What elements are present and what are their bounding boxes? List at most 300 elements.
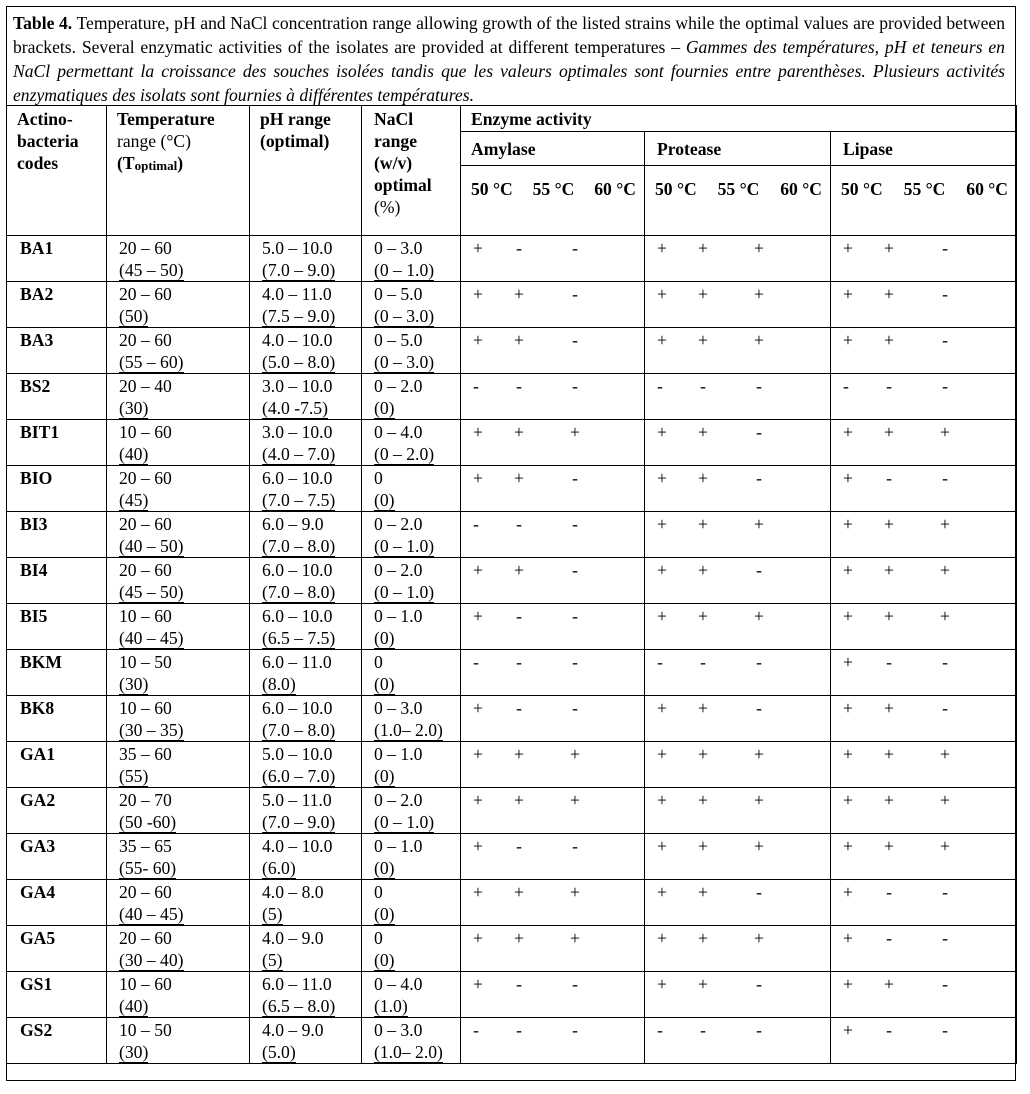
temperature-cell: 20 – 70 (50 -60) bbox=[107, 788, 250, 834]
activity-mark: + bbox=[657, 468, 667, 488]
protease-cell bbox=[645, 282, 831, 328]
table-row bbox=[7, 742, 1017, 788]
activity-mark: - bbox=[572, 284, 578, 304]
nacl-cell: 0 – 5.0 (0 – 3.0) bbox=[362, 282, 461, 328]
activity-mark: + bbox=[884, 238, 894, 258]
activity-mark: - bbox=[516, 974, 522, 994]
table-row bbox=[7, 558, 1017, 604]
activity-mark: + bbox=[657, 974, 667, 994]
table-row bbox=[7, 282, 1017, 328]
activity-mark: + bbox=[473, 330, 483, 350]
activity-mark: - bbox=[756, 974, 762, 994]
nacl-cell: 0 – 2.0 (0 – 1.0) bbox=[362, 558, 461, 604]
activity-mark: + bbox=[657, 284, 667, 304]
activity-mark: + bbox=[843, 790, 853, 810]
ph-cell: 4.0 – 10.0 (6.0) bbox=[250, 834, 362, 880]
activity-mark: + bbox=[570, 790, 580, 810]
activity-mark: + bbox=[698, 330, 708, 350]
strain-code: BKM bbox=[7, 650, 107, 696]
amylase-cell bbox=[461, 236, 645, 282]
activity-mark: + bbox=[514, 468, 524, 488]
activity-mark: + bbox=[514, 560, 524, 580]
amylase-cell bbox=[461, 1018, 645, 1064]
activity-mark: + bbox=[698, 928, 708, 948]
activity-mark: + bbox=[884, 284, 894, 304]
activity-mark: + bbox=[473, 974, 483, 994]
activity-mark: + bbox=[473, 560, 483, 580]
temperature-cell: 10 – 60 (40) bbox=[107, 972, 250, 1018]
activity-mark: + bbox=[843, 606, 853, 626]
activity-mark: + bbox=[843, 330, 853, 350]
table-row bbox=[7, 972, 1017, 1018]
activity-mark: + bbox=[657, 514, 667, 534]
activity-mark: - bbox=[756, 560, 762, 580]
activity-mark: + bbox=[754, 836, 764, 856]
activity-mark: - bbox=[572, 468, 578, 488]
temperature-cell: 35 – 60 (55) bbox=[107, 742, 250, 788]
temperature-cell: 20 – 60 (40 – 45) bbox=[107, 880, 250, 926]
activity-mark: + bbox=[698, 514, 708, 534]
activity-mark: + bbox=[698, 836, 708, 856]
activity-mark: + bbox=[473, 836, 483, 856]
activity-mark: + bbox=[843, 698, 853, 718]
nacl-cell: 0 – 3.0 (0 – 1.0) bbox=[362, 236, 461, 282]
amylase-cell bbox=[461, 420, 645, 466]
activity-mark: - bbox=[473, 514, 479, 534]
activity-mark: + bbox=[843, 422, 853, 442]
activity-mark: + bbox=[570, 882, 580, 902]
activity-mark: - bbox=[516, 652, 522, 672]
activity-mark: - bbox=[942, 376, 948, 396]
activity-mark: - bbox=[657, 1020, 663, 1040]
activity-mark: - bbox=[942, 330, 948, 350]
ph-cell: 6.0 – 11.0 (6.5 – 8.0) bbox=[250, 972, 362, 1018]
activity-mark: + bbox=[473, 790, 483, 810]
caption-label: Table 4. bbox=[13, 13, 73, 33]
strain-code: BK8 bbox=[7, 696, 107, 742]
amylase-cell bbox=[461, 466, 645, 512]
activity-mark: - bbox=[572, 238, 578, 258]
amylase-cell bbox=[461, 374, 645, 420]
activity-mark: + bbox=[473, 928, 483, 948]
activity-mark: + bbox=[754, 606, 764, 626]
activity-mark: + bbox=[698, 468, 708, 488]
activity-mark: + bbox=[884, 422, 894, 442]
lipase-cell bbox=[831, 282, 1017, 328]
nacl-cell: 0 – 4.0 (1.0) bbox=[362, 972, 461, 1018]
activity-mark: + bbox=[754, 284, 764, 304]
activity-mark: + bbox=[884, 836, 894, 856]
nacl-cell: 0 – 1.0 (0) bbox=[362, 834, 461, 880]
amylase-cell bbox=[461, 788, 645, 834]
ph-cell: 6.0 – 10.0 (7.0 – 8.0) bbox=[250, 696, 362, 742]
strain-code: BA2 bbox=[7, 282, 107, 328]
header-protease-temps: 50 °C 55 °C 60 °C bbox=[645, 166, 831, 236]
lipase-cell bbox=[831, 420, 1017, 466]
activity-mark: - bbox=[572, 560, 578, 580]
ph-cell: 5.0 – 11.0 (7.0 – 9.0) bbox=[250, 788, 362, 834]
activity-mark: + bbox=[698, 974, 708, 994]
strain-code: BI5 bbox=[7, 604, 107, 650]
activity-mark: - bbox=[572, 514, 578, 534]
table-row bbox=[7, 328, 1017, 374]
activity-mark: + bbox=[940, 422, 950, 442]
activity-mark: + bbox=[657, 744, 667, 764]
nacl-cell: 0 – 2.0 (0 – 1.0) bbox=[362, 788, 461, 834]
activity-mark: - bbox=[942, 468, 948, 488]
protease-cell bbox=[645, 696, 831, 742]
activity-mark: + bbox=[473, 744, 483, 764]
activity-mark: + bbox=[657, 882, 667, 902]
activity-mark: - bbox=[756, 376, 762, 396]
header-temperature: Temperature range (°C) (Toptimal) bbox=[107, 106, 250, 236]
activity-mark: - bbox=[516, 698, 522, 718]
activity-mark: + bbox=[698, 284, 708, 304]
activity-mark: - bbox=[700, 376, 706, 396]
activity-mark: - bbox=[756, 468, 762, 488]
activity-mark: - bbox=[942, 652, 948, 672]
activity-mark: + bbox=[940, 836, 950, 856]
activity-mark: + bbox=[884, 744, 894, 764]
activity-mark: - bbox=[657, 652, 663, 672]
table-row bbox=[7, 512, 1017, 558]
activity-mark: - bbox=[886, 882, 892, 902]
activity-mark: + bbox=[843, 468, 853, 488]
nacl-cell: 0 (0) bbox=[362, 466, 461, 512]
temperature-cell: 20 – 60 (45) bbox=[107, 466, 250, 512]
header-amylase-temps: 50 °C 55 °C 60 °C bbox=[461, 166, 645, 236]
lipase-cell bbox=[831, 650, 1017, 696]
protease-cell bbox=[645, 236, 831, 282]
lipase-cell bbox=[831, 926, 1017, 972]
activity-mark: + bbox=[884, 330, 894, 350]
protease-cell bbox=[645, 1018, 831, 1064]
activity-mark: - bbox=[942, 238, 948, 258]
activity-mark: + bbox=[514, 422, 524, 442]
nacl-cell: 0 (0) bbox=[362, 650, 461, 696]
strain-code: BI4 bbox=[7, 558, 107, 604]
strain-code: BA3 bbox=[7, 328, 107, 374]
lipase-cell bbox=[831, 834, 1017, 880]
activity-mark: - bbox=[473, 652, 479, 672]
temperature-cell: 10 – 60 (40) bbox=[107, 420, 250, 466]
activity-mark: - bbox=[516, 836, 522, 856]
ph-cell: 5.0 – 10.0 (6.0 – 7.0) bbox=[250, 742, 362, 788]
activity-mark: + bbox=[514, 790, 524, 810]
activity-mark: - bbox=[886, 1020, 892, 1040]
activity-mark: + bbox=[514, 928, 524, 948]
strain-code: GA1 bbox=[7, 742, 107, 788]
activity-mark: + bbox=[698, 882, 708, 902]
activity-mark: + bbox=[657, 330, 667, 350]
activity-mark: + bbox=[884, 560, 894, 580]
header-enzyme-activity: Enzyme activity bbox=[461, 106, 1017, 132]
activity-mark: - bbox=[756, 652, 762, 672]
activity-mark: + bbox=[473, 468, 483, 488]
activity-mark: + bbox=[884, 606, 894, 626]
activity-mark: - bbox=[700, 652, 706, 672]
activity-mark: + bbox=[884, 974, 894, 994]
activity-mark: - bbox=[756, 1020, 762, 1040]
protease-cell bbox=[645, 972, 831, 1018]
table-caption bbox=[13, 11, 1005, 107]
protease-cell bbox=[645, 834, 831, 880]
activity-mark: - bbox=[516, 238, 522, 258]
lipase-cell bbox=[831, 512, 1017, 558]
activity-mark: + bbox=[657, 238, 667, 258]
strain-code: BS2 bbox=[7, 374, 107, 420]
activity-mark: + bbox=[698, 744, 708, 764]
amylase-cell bbox=[461, 926, 645, 972]
activity-mark: + bbox=[940, 790, 950, 810]
lipase-cell bbox=[831, 374, 1017, 420]
caption-english: Temperature, pH and NaCl concentration range allowing growth of the listed strains while the optimal values are provided between brackets. Several enzymatic activities of the isolates are provided at different temperatures – bbox=[13, 13, 1006, 57]
amylase-cell bbox=[461, 328, 645, 374]
temperature-cell: 20 – 40 (30) bbox=[107, 374, 250, 420]
temperature-cell: 20 – 60 (40 – 50) bbox=[107, 512, 250, 558]
activity-mark: - bbox=[942, 698, 948, 718]
table-row bbox=[7, 880, 1017, 926]
activity-mark: + bbox=[754, 238, 764, 258]
nacl-cell: 0 (0) bbox=[362, 926, 461, 972]
data-table bbox=[6, 105, 1017, 1064]
table-row bbox=[7, 1018, 1017, 1064]
strain-code: BIO bbox=[7, 466, 107, 512]
amylase-cell bbox=[461, 558, 645, 604]
activity-mark: - bbox=[572, 606, 578, 626]
activity-mark: + bbox=[473, 422, 483, 442]
protease-cell bbox=[645, 420, 831, 466]
lipase-cell bbox=[831, 1018, 1017, 1064]
nacl-cell: 0 – 3.0 (1.0– 2.0) bbox=[362, 696, 461, 742]
activity-mark: + bbox=[657, 928, 667, 948]
temperature-cell: 20 – 60 (50) bbox=[107, 282, 250, 328]
activity-mark: + bbox=[698, 698, 708, 718]
amylase-cell bbox=[461, 880, 645, 926]
activity-mark: - bbox=[942, 882, 948, 902]
temperature-cell: 10 – 60 (30 – 35) bbox=[107, 696, 250, 742]
ph-cell: 4.0 – 10.0 (5.0 – 8.0) bbox=[250, 328, 362, 374]
activity-mark: + bbox=[657, 560, 667, 580]
activity-mark: + bbox=[657, 606, 667, 626]
activity-mark: + bbox=[514, 882, 524, 902]
activity-mark: + bbox=[843, 238, 853, 258]
ph-cell: 6.0 – 10.0 (6.5 – 7.5) bbox=[250, 604, 362, 650]
activity-mark: + bbox=[754, 744, 764, 764]
activity-mark: - bbox=[843, 376, 849, 396]
ph-cell: 6.0 – 9.0 (7.0 – 8.0) bbox=[250, 512, 362, 558]
lipase-cell bbox=[831, 328, 1017, 374]
temperature-cell: 10 – 50 (30) bbox=[107, 650, 250, 696]
activity-mark: - bbox=[473, 376, 479, 396]
protease-cell bbox=[645, 466, 831, 512]
temperature-cell: 10 – 50 (30) bbox=[107, 1018, 250, 1064]
activity-mark: + bbox=[514, 284, 524, 304]
strain-code: GS1 bbox=[7, 972, 107, 1018]
activity-mark: - bbox=[942, 974, 948, 994]
activity-mark: + bbox=[884, 698, 894, 718]
header-protease: Protease bbox=[645, 132, 831, 166]
activity-mark: + bbox=[940, 744, 950, 764]
activity-mark: + bbox=[940, 560, 950, 580]
lipase-cell bbox=[831, 558, 1017, 604]
protease-cell bbox=[645, 880, 831, 926]
activity-mark: + bbox=[514, 744, 524, 764]
activity-mark: - bbox=[886, 376, 892, 396]
amylase-cell bbox=[461, 650, 645, 696]
amylase-cell bbox=[461, 696, 645, 742]
activity-mark: + bbox=[843, 882, 853, 902]
protease-cell bbox=[645, 604, 831, 650]
nacl-cell: 0 – 1.0 (0) bbox=[362, 604, 461, 650]
lipase-cell bbox=[831, 604, 1017, 650]
lipase-cell bbox=[831, 696, 1017, 742]
activity-mark: + bbox=[843, 974, 853, 994]
amylase-cell bbox=[461, 742, 645, 788]
amylase-cell bbox=[461, 834, 645, 880]
activity-mark: - bbox=[572, 836, 578, 856]
activity-mark: + bbox=[843, 1020, 853, 1040]
activity-mark: + bbox=[698, 790, 708, 810]
table-row bbox=[7, 926, 1017, 972]
table-row bbox=[7, 374, 1017, 420]
header-nacl: NaCl range (w/v) optimal (%) bbox=[362, 106, 461, 236]
activity-mark: - bbox=[572, 652, 578, 672]
activity-mark: - bbox=[756, 698, 762, 718]
activity-mark: - bbox=[516, 514, 522, 534]
amylase-cell bbox=[461, 282, 645, 328]
strain-code: GA2 bbox=[7, 788, 107, 834]
activity-mark: + bbox=[843, 928, 853, 948]
table-body bbox=[7, 236, 1017, 1064]
activity-mark: - bbox=[516, 1020, 522, 1040]
activity-mark: + bbox=[843, 744, 853, 764]
header-lipase: Lipase bbox=[831, 132, 1017, 166]
strain-code: BI3 bbox=[7, 512, 107, 558]
ph-cell: 4.0 – 8.0 (5) bbox=[250, 880, 362, 926]
lipase-cell bbox=[831, 972, 1017, 1018]
activity-mark: + bbox=[843, 284, 853, 304]
activity-mark: + bbox=[698, 606, 708, 626]
activity-mark: + bbox=[473, 698, 483, 718]
activity-mark: + bbox=[473, 882, 483, 902]
strain-code: GA4 bbox=[7, 880, 107, 926]
nacl-cell: 0 – 5.0 (0 – 3.0) bbox=[362, 328, 461, 374]
activity-mark: + bbox=[657, 836, 667, 856]
activity-mark: - bbox=[886, 468, 892, 488]
activity-mark: + bbox=[940, 514, 950, 534]
activity-mark: - bbox=[886, 928, 892, 948]
table-row bbox=[7, 466, 1017, 512]
activity-mark: + bbox=[884, 514, 894, 534]
activity-mark: + bbox=[698, 238, 708, 258]
temperature-cell: 20 – 60 (45 – 50) bbox=[107, 236, 250, 282]
activity-mark: + bbox=[473, 606, 483, 626]
temperature-cell: 35 – 65 (55- 60) bbox=[107, 834, 250, 880]
activity-mark: - bbox=[942, 284, 948, 304]
lipase-cell bbox=[831, 788, 1017, 834]
amylase-cell bbox=[461, 604, 645, 650]
nacl-cell: 0 – 4.0 (0 – 2.0) bbox=[362, 420, 461, 466]
temperature-cell: 20 – 60 (55 – 60) bbox=[107, 328, 250, 374]
lipase-cell bbox=[831, 880, 1017, 926]
activity-mark: + bbox=[884, 790, 894, 810]
ph-cell: 6.0 – 10.0 (7.0 – 8.0) bbox=[250, 558, 362, 604]
activity-mark: - bbox=[516, 606, 522, 626]
activity-mark: + bbox=[754, 514, 764, 534]
activity-mark: + bbox=[698, 560, 708, 580]
protease-cell bbox=[645, 512, 831, 558]
nacl-cell: 0 – 2.0 (0 – 1.0) bbox=[362, 512, 461, 558]
strain-code: GS2 bbox=[7, 1018, 107, 1064]
nacl-cell: 0 – 3.0 (1.0– 2.0) bbox=[362, 1018, 461, 1064]
protease-cell bbox=[645, 926, 831, 972]
activity-mark: - bbox=[572, 698, 578, 718]
ph-cell: 6.0 – 10.0 (7.0 – 7.5) bbox=[250, 466, 362, 512]
nacl-cell: 0 – 1.0 (0) bbox=[362, 742, 461, 788]
activity-mark: - bbox=[756, 422, 762, 442]
activity-mark: + bbox=[940, 606, 950, 626]
activity-mark: - bbox=[572, 376, 578, 396]
activity-mark: + bbox=[843, 836, 853, 856]
activity-mark: - bbox=[572, 974, 578, 994]
nacl-cell: 0 (0) bbox=[362, 880, 461, 926]
ph-cell: 3.0 – 10.0 (4.0 – 7.0) bbox=[250, 420, 362, 466]
activity-mark: + bbox=[754, 330, 764, 350]
table-row bbox=[7, 696, 1017, 742]
activity-mark: - bbox=[942, 928, 948, 948]
lipase-cell bbox=[831, 466, 1017, 512]
activity-mark: + bbox=[657, 698, 667, 718]
activity-mark: + bbox=[754, 928, 764, 948]
ph-cell: 4.0 – 11.0 (7.5 – 9.0) bbox=[250, 282, 362, 328]
header-amylase: Amylase bbox=[461, 132, 645, 166]
activity-mark: + bbox=[698, 422, 708, 442]
header-lipase-temps: 50 °C 55 °C 60 °C bbox=[831, 166, 1017, 236]
ph-cell: 6.0 – 11.0 (8.0) bbox=[250, 650, 362, 696]
activity-mark: - bbox=[572, 330, 578, 350]
protease-cell bbox=[645, 650, 831, 696]
strain-code: GA3 bbox=[7, 834, 107, 880]
activity-mark: + bbox=[843, 560, 853, 580]
activity-mark: + bbox=[657, 422, 667, 442]
activity-mark: + bbox=[473, 238, 483, 258]
table-row bbox=[7, 420, 1017, 466]
ph-cell: 3.0 – 10.0 (4.0 -7.5) bbox=[250, 374, 362, 420]
protease-cell bbox=[645, 558, 831, 604]
amylase-cell bbox=[461, 972, 645, 1018]
lipase-cell bbox=[831, 742, 1017, 788]
activity-mark: + bbox=[570, 422, 580, 442]
activity-mark: - bbox=[473, 1020, 479, 1040]
nacl-cell: 0 – 2.0 (0) bbox=[362, 374, 461, 420]
lipase-cell bbox=[831, 236, 1017, 282]
activity-mark: - bbox=[516, 376, 522, 396]
caption-french: Gammes des températures, pH et teneurs en NaCl permettant la croissance des souches isolées tandis que les valeurs optimales sont fournies entre parenthèses. Plusieurs activités enzymatiques des isolats sont fournies à différentes températures. bbox=[13, 37, 1005, 105]
activity-mark: + bbox=[657, 790, 667, 810]
protease-cell bbox=[645, 374, 831, 420]
activity-mark: - bbox=[572, 1020, 578, 1040]
ph-cell: 5.0 – 10.0 (7.0 – 9.0) bbox=[250, 236, 362, 282]
activity-mark: - bbox=[942, 1020, 948, 1040]
activity-mark: + bbox=[514, 330, 524, 350]
ph-cell: 4.0 – 9.0 (5) bbox=[250, 926, 362, 972]
ph-cell: 4.0 – 9.0 (5.0) bbox=[250, 1018, 362, 1064]
activity-mark: + bbox=[843, 514, 853, 534]
activity-mark: + bbox=[843, 652, 853, 672]
amylase-cell bbox=[461, 512, 645, 558]
temperature-cell: 10 – 60 (40 – 45) bbox=[107, 604, 250, 650]
